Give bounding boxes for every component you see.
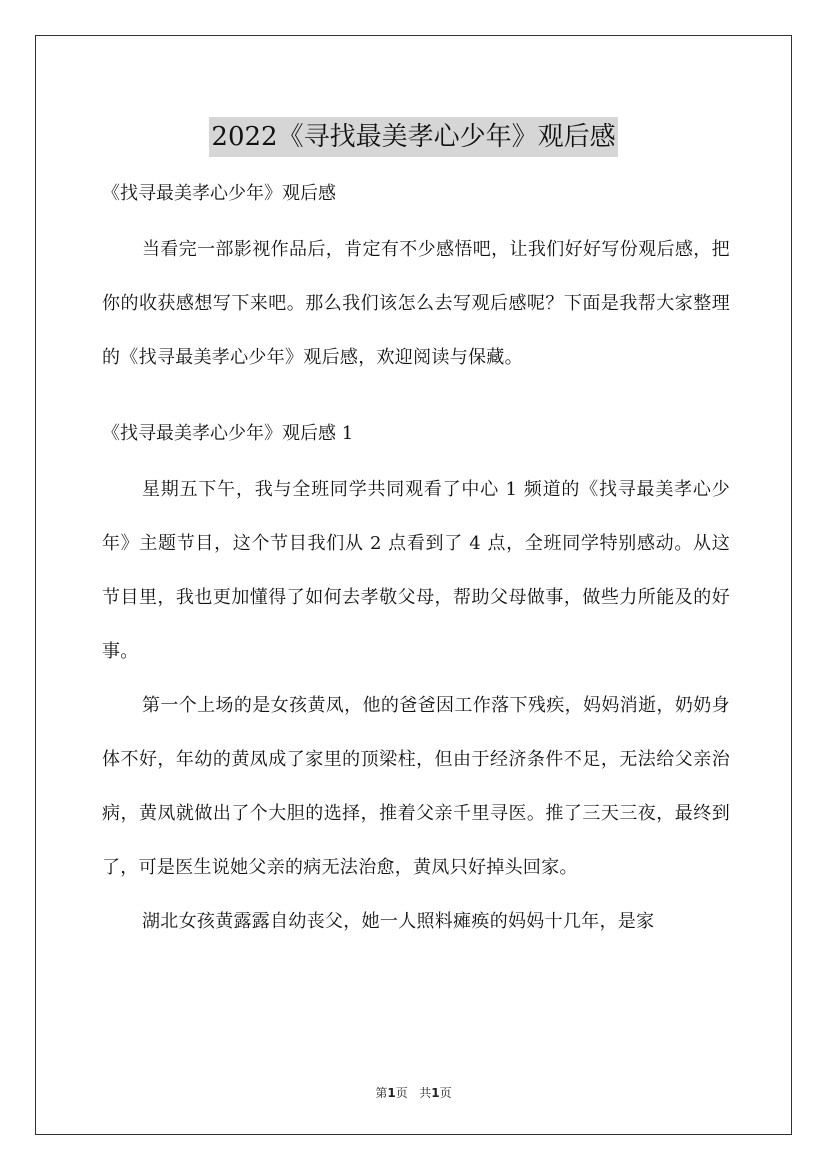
page-footer [0,1084,827,1101]
footer-total-number: 1 [431,1086,440,1100]
intro-paragraph: 当看完一部影视作品后，肯定有不少感悟吧，让我们好好写份观后感，把你的收获感想写下来吧。那么我们该怎么去写观后感呢？下面是我帮大家整理的《找寻最美孝心少年》观后感，欢迎阅读与保藏。 [102,239,730,368]
body-paragraph: 湖北女孩黄露露自幼丧父，她一人照料瘫痪的妈妈十几年，是家 [142,911,655,932]
body-paragraph: 星期五下午，我与全班同学共同观看了中心 1 频道的《找寻最美孝心少年》主题节目，这个节目我们从 2 点看到了 4 点，全班同学特别感动。从这节目里，我也更加懂得了如何去孝敬父母，帮助父母做事，做些力所能及的好事。 [102,479,730,662]
footer-total-suffix: 页 [439,1086,452,1100]
footer-page-number: 1 [387,1086,396,1100]
title-container [0,100,827,175]
spacer [102,385,730,405]
footer-total-prefix: 共 [419,1086,432,1100]
footer-page-prefix: 第 [375,1086,388,1100]
body-paragraph: 第一个上场的是女孩黄凤，他的爸爸因工作落下残疾，妈妈消逝，奶奶身体不好，年幼的黄凤成了家里的顶梁柱，但由于经济条件不足，无法给父亲治病，黄凤就做出了个大胆的选择，推着父亲千里寻医。推了三天三夜，最终到了，可是医生说她父亲的病无法治愈，黄凤只好掉头回家。 [102,695,730,878]
document-body [102,165,730,949]
document-title: 2022《寻找最美孝心少年》观后感 [209,117,617,157]
footer-page-suffix: 页 [395,1086,408,1100]
intro-heading: 《找寻最美孝心少年》观后感 [102,183,336,204]
section-heading: 《找寻最美孝心少年》观后感 1 [102,423,354,444]
